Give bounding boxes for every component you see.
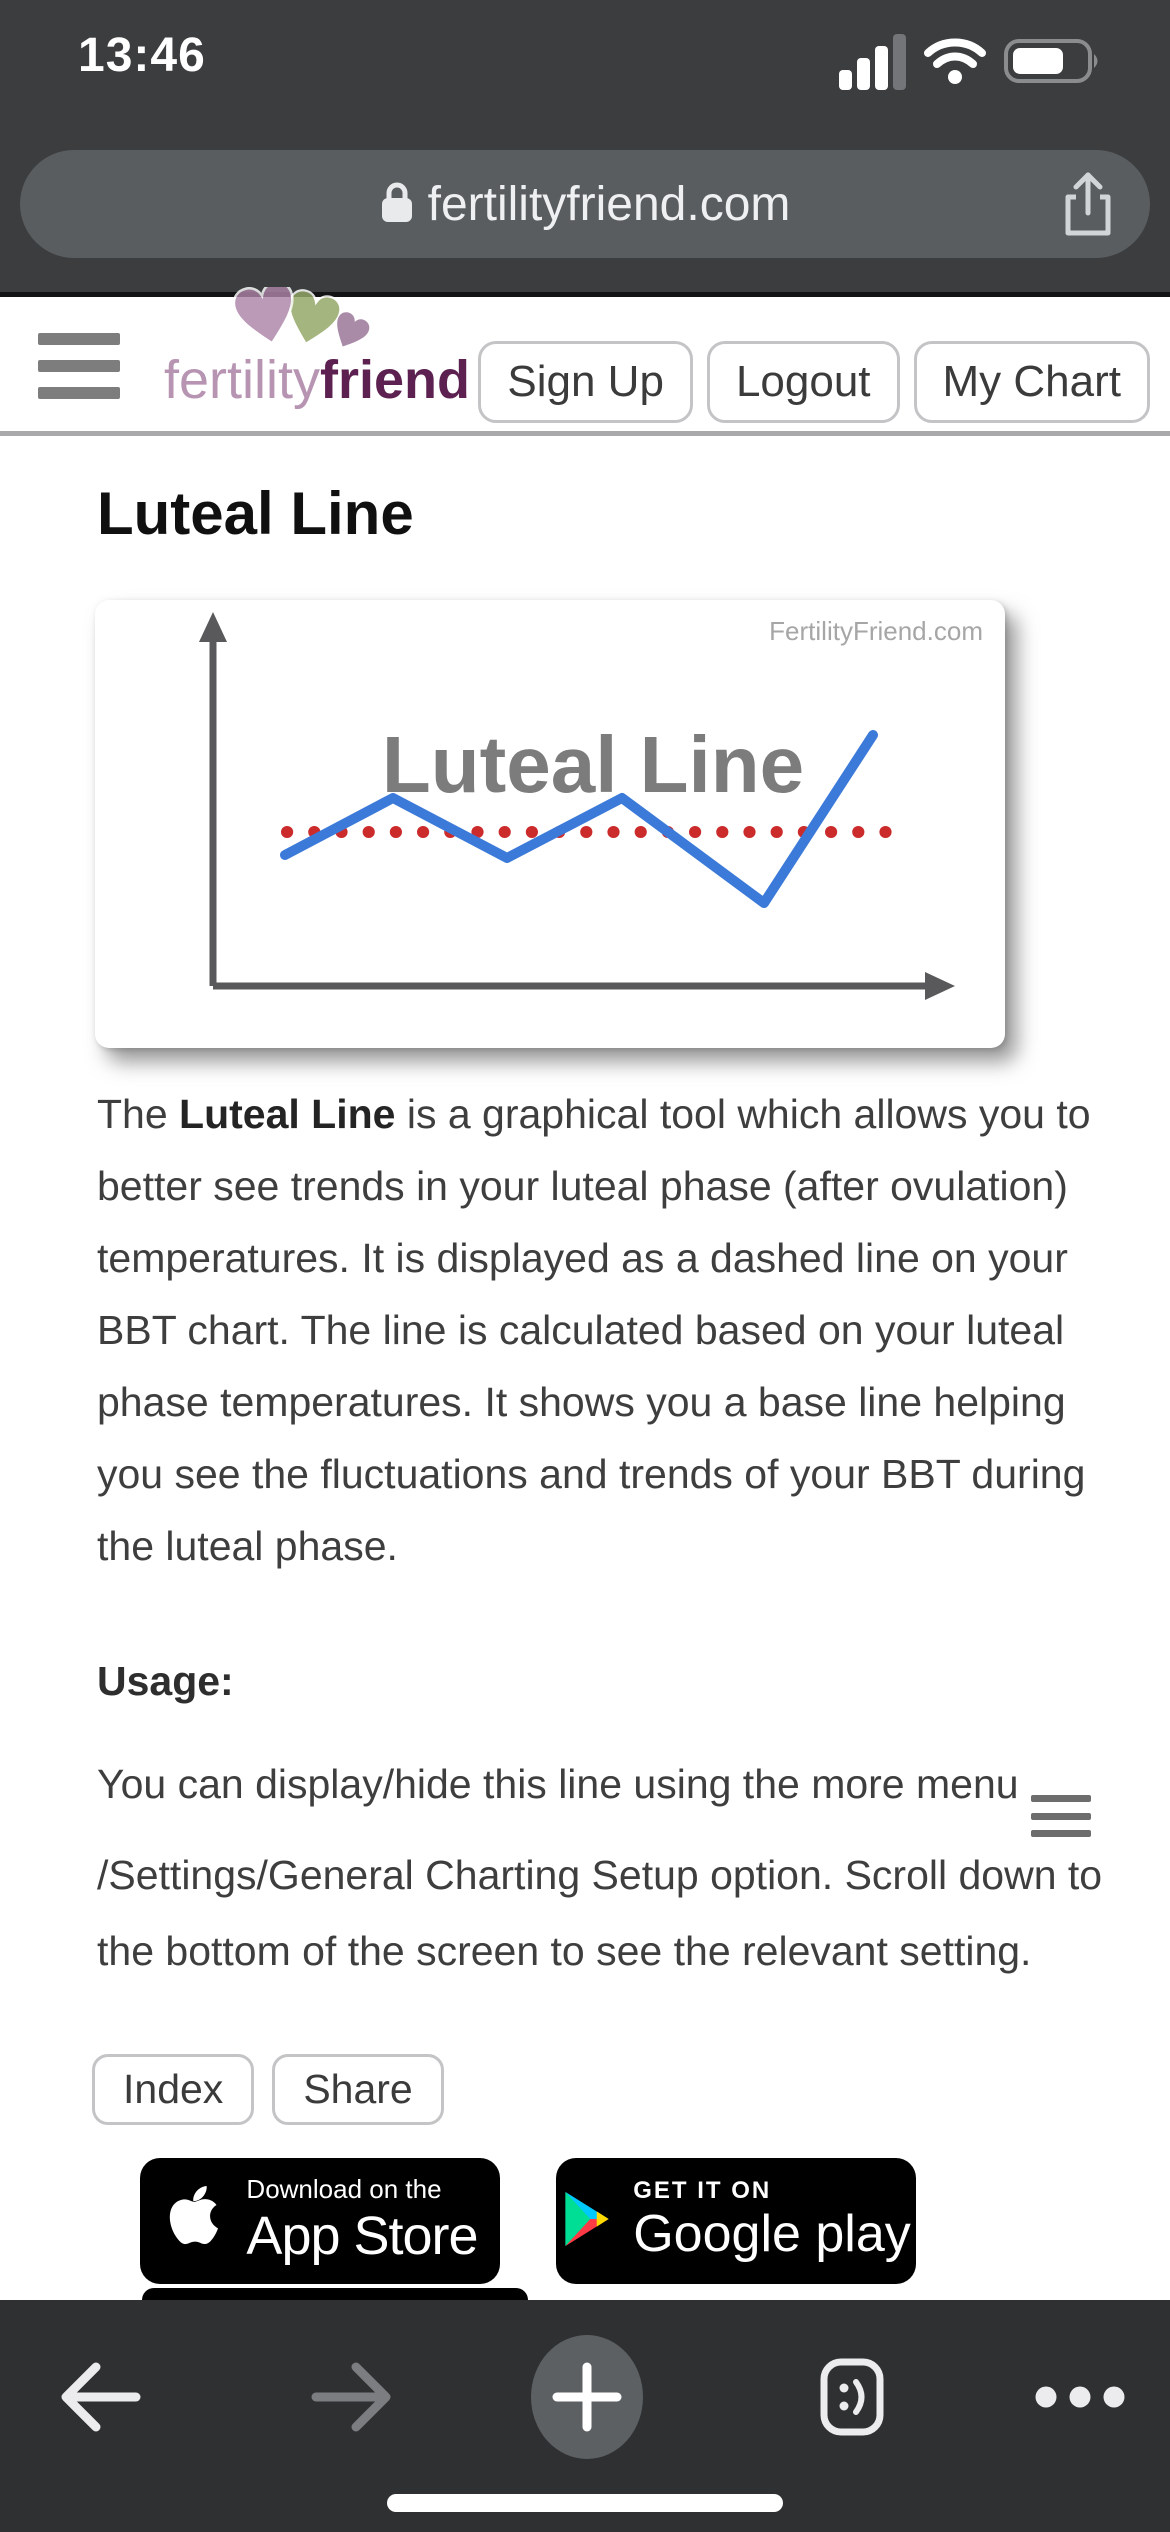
browser-toolbar <box>0 2300 1170 2532</box>
x-axis-arrowhead <box>925 972 955 1000</box>
forward-button[interactable] <box>292 2332 412 2462</box>
home-indicator[interactable] <box>387 2494 783 2512</box>
google-play-badge[interactable] <box>556 2158 916 2284</box>
more-options-button[interactable] <box>1020 2332 1140 2462</box>
chart-title-text: Luteal Line <box>381 720 805 809</box>
site-logo[interactable] <box>164 291 471 411</box>
app-badges <box>140 2158 916 2284</box>
google-play-icon <box>561 2190 613 2253</box>
header-divider <box>0 431 1170 436</box>
site-menu-icon[interactable] <box>38 333 120 399</box>
back-button[interactable] <box>40 2332 160 2462</box>
y-axis-arrowhead <box>199 612 227 642</box>
footer-buttons <box>92 2054 444 2125</box>
tab-switcher-button[interactable] <box>792 2332 912 2462</box>
luteal-line-bold: Luteal Line <box>179 1091 396 1137</box>
cellular-signal-icon <box>839 36 906 90</box>
app-store-badge[interactable] <box>140 2158 500 2284</box>
share-page-button[interactable]: Share <box>272 2054 443 2125</box>
browser-chrome-top <box>0 0 1170 292</box>
google-play-label: Google play <box>633 2204 911 2263</box>
sign-up-button[interactable]: Sign Up <box>478 341 693 423</box>
logo-text: fertilityfriend <box>164 350 471 410</box>
google-play-tagline: GET IT ON <box>633 2177 772 2205</box>
app-store-tagline: Download on the <box>246 2174 442 2204</box>
share-icon[interactable] <box>1054 170 1122 238</box>
tab-smiley-icon <box>818 2356 886 2438</box>
url-text: fertilityfriend.com <box>427 177 791 231</box>
status-time: 13:46 <box>78 29 206 82</box>
usage-paragraph: You can display/hide this line using the more menu /Settings/General Charting Setup option. Scroll down to the bottom of the screen to see the relevant setting. <box>97 1761 1103 1974</box>
luteal-line-illustration <box>95 600 1005 1048</box>
partial-badge <box>142 2288 528 2300</box>
status-icons <box>839 36 1104 90</box>
app-store-label: App Store <box>246 2205 478 2266</box>
three-dots-icon <box>1030 2383 1130 2411</box>
plus-icon <box>531 2335 643 2459</box>
index-button[interactable]: Index <box>92 2054 254 2125</box>
more-menu-icon <box>1031 1795 1091 1837</box>
url-bar[interactable] <box>20 150 1150 258</box>
my-chart-button[interactable]: My Chart <box>914 341 1150 423</box>
lock-icon <box>380 180 414 229</box>
wifi-icon <box>924 37 986 90</box>
web-page <box>0 297 1170 2300</box>
apple-icon <box>162 2181 226 2262</box>
intro-paragraph: The Luteal Line is a graphical tool which allows you to better see trends in your luteal phase (after ovulation) temperatures. It is displayed as a dashed line on your BBT chart. The line is calculated based on your luteal phase temperatures. It shows you a base line helping you see the fluctuations and trends of your BBT during the luteal phase. <box>97 1091 1091 1569</box>
page-title: Luteal Line <box>97 480 414 547</box>
chart-watermark: FertilityFriend.com <box>769 616 983 646</box>
battery-icon <box>1004 37 1104 90</box>
logout-button[interactable]: Logout <box>707 341 900 423</box>
new-tab-button[interactable] <box>527 2332 647 2462</box>
usage-heading: Usage: <box>97 1658 234 1704</box>
header-buttons <box>478 341 1150 423</box>
